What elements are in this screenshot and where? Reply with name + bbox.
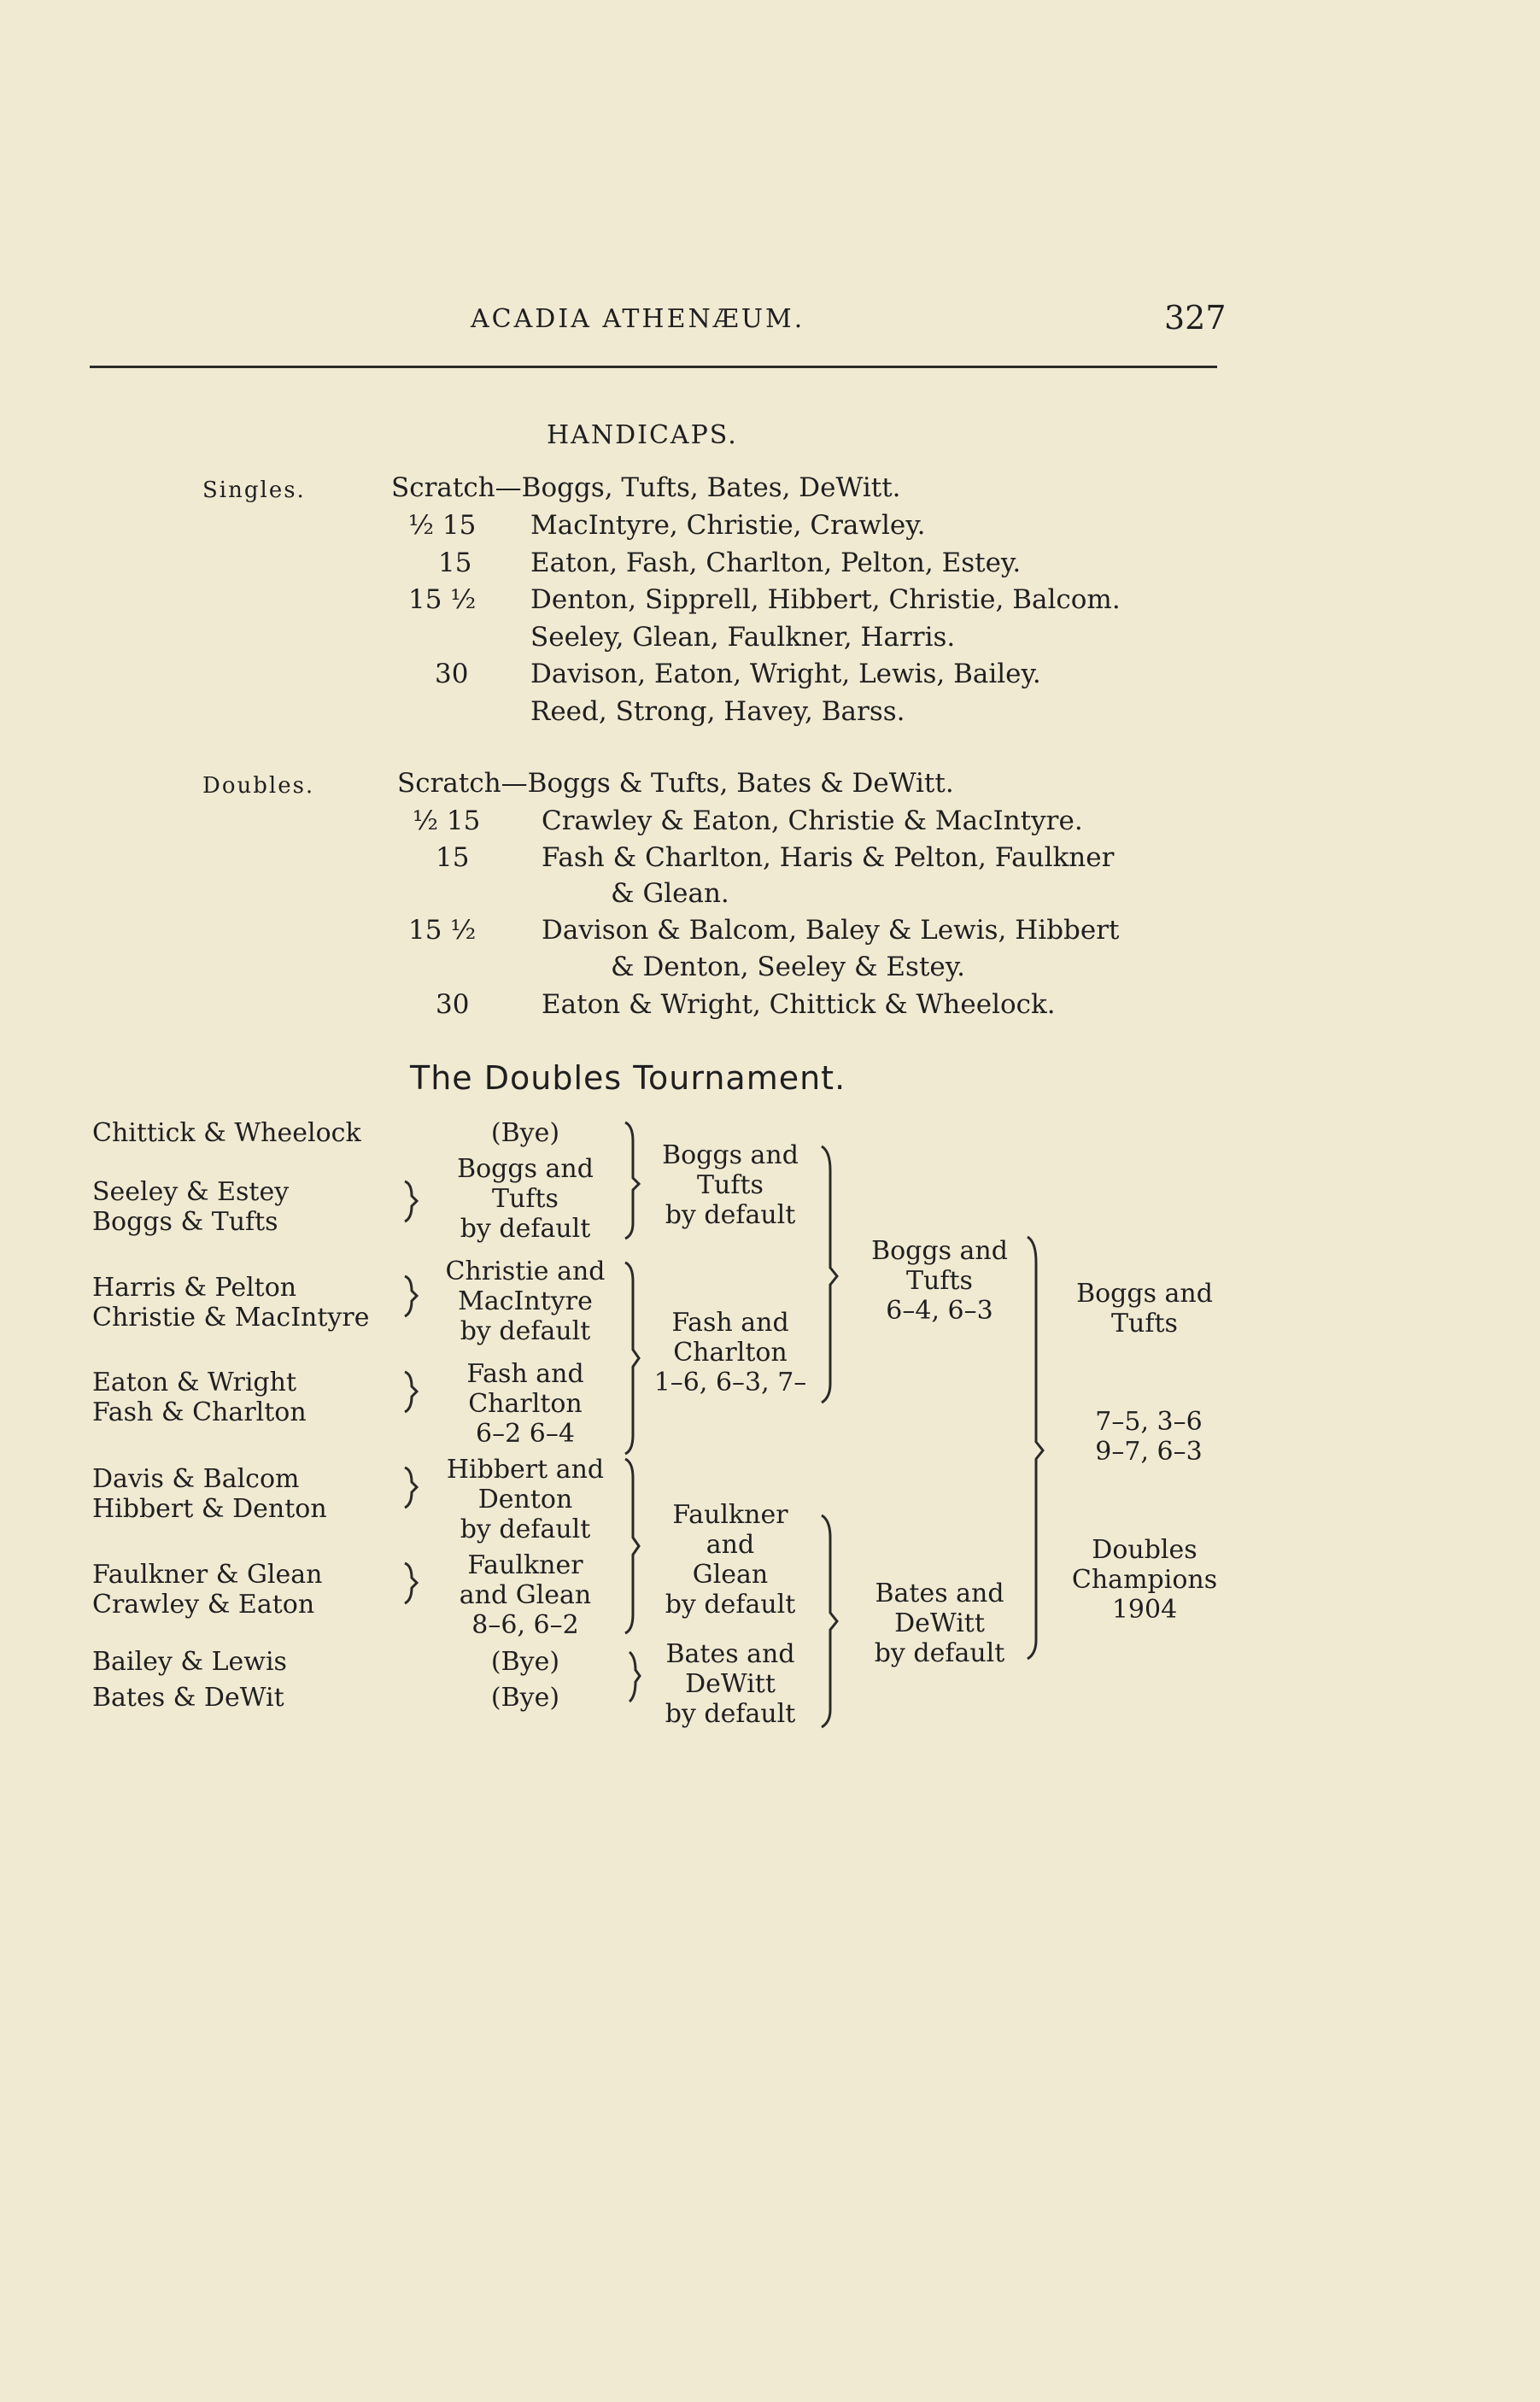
round1-brace <box>625 1122 639 1239</box>
doubles-players: Davison & Balcom, Baley & Lewis, Hibbert <box>542 915 1120 946</box>
entry-team: Bailey & Lewis <box>92 1647 287 1677</box>
entry-team: Hibbert & Denton <box>92 1494 327 1524</box>
entry-team: Crawley & Eaton <box>92 1590 315 1620</box>
singles-players: Reed, Strong, Havey, Barss. <box>530 696 905 727</box>
round1-result: Hibbert and Denton by default <box>446 1455 605 1544</box>
pair-brace <box>405 1181 417 1222</box>
singles-handicap: 15 <box>438 548 472 578</box>
round1-result: Fash and Charlton 6–2 6–4 <box>466 1359 584 1449</box>
round1-result: Boggs and Tufts by default <box>457 1154 594 1244</box>
singles-handicap: 15 ½ <box>408 584 477 615</box>
round2-result: Bates and DeWitt by default <box>665 1639 796 1729</box>
round2-result: Boggs and Tufts by default <box>662 1140 799 1230</box>
pair-brace <box>405 1372 417 1412</box>
round1-brace <box>629 1652 640 1702</box>
doubles-handicap: 15 <box>436 842 470 873</box>
doubles-players: & Glean. <box>611 878 729 909</box>
round2-brace <box>822 1146 837 1403</box>
doubles-players: & Denton, Seeley & Estey. <box>611 952 966 982</box>
pair-brace <box>405 1563 417 1603</box>
round2-brace <box>822 1515 837 1727</box>
round3-result: Boggs and Tufts 6–4, 6–3 <box>871 1236 1008 1326</box>
singles-label: Singles. <box>202 477 306 503</box>
tournament-title: The Doubles Tournament. <box>410 1059 846 1097</box>
round1-result: Faulkner and Glean 8–6, 6–2 <box>459 1550 592 1640</box>
doubles-label: Doubles. <box>202 773 315 799</box>
round1-result: Christie and MacIntyre by default <box>445 1257 606 1346</box>
entry-team: Seeley & Estey <box>92 1177 290 1207</box>
doubles-handicap: 15 ½ <box>408 915 477 946</box>
doubles-row-scratch: Scratch—Boggs & Tufts, Bates & DeWitt. <box>397 768 954 799</box>
pair-brace <box>405 1468 417 1508</box>
entry-team: Eaton & Wright <box>92 1368 297 1397</box>
page-number: 327 <box>1164 299 1227 337</box>
singles-players: Davison, Eaton, Wright, Lewis, Bailey. <box>530 659 1041 689</box>
champions-caption: Doubles Champions 1904 <box>1071 1535 1218 1625</box>
doubles-players: Fash & Charlton, Haris & Pelton, Faulkner <box>542 842 1115 873</box>
round3-result: Bates and DeWitt by default <box>874 1579 1005 1668</box>
entry-team: Faulkner & Glean <box>92 1560 323 1590</box>
pair-brace <box>405 1276 417 1316</box>
singles-players: Denton, Sipprell, Hibbert, Christie, Balcom. <box>530 584 1121 615</box>
singles-handicap: ½ 15 <box>408 510 477 541</box>
round1-brace <box>625 1459 639 1633</box>
running-title: ACADIA ATHENÆUM. <box>471 304 805 334</box>
singles-players: MacIntyre, Christie, Crawley. <box>530 510 926 541</box>
singles-handicap: 30 <box>435 659 469 689</box>
doubles-players: Eaton & Wright, Chittick & Wheelock. <box>542 989 1056 1020</box>
singles-row-scratch: Scratch—Boggs, Tufts, Bates, DeWitt. <box>391 472 901 503</box>
round1-result: (Bye) <box>490 1118 560 1148</box>
final-winner: Boggs and Tufts <box>1076 1279 1213 1339</box>
entry-team: Christie & MacIntyre <box>92 1303 370 1333</box>
round2-result: Fash and Charlton 1–6, 6–3, 7– <box>653 1308 807 1397</box>
entry-team: Chittick & Wheelock <box>92 1118 361 1148</box>
entry-team: Boggs & Tufts <box>92 1207 278 1237</box>
entry-team: Bates & DeWit <box>92 1683 284 1713</box>
final-score: 7–5, 3–6 9–7, 6–3 <box>1095 1407 1203 1467</box>
singles-players: Eaton, Fash, Charlton, Pelton, Estey. <box>530 548 1022 578</box>
entry-team: Fash & Charlton <box>92 1397 307 1427</box>
singles-players: Seeley, Glean, Faulkner, Harris. <box>530 622 956 653</box>
doubles-handicap: 30 <box>436 989 470 1020</box>
entry-team: Harris & Pelton <box>92 1273 297 1303</box>
round1-result: (Bye) <box>490 1683 560 1713</box>
handicaps-title: HANDICAPS. <box>547 420 738 450</box>
round3-brace <box>1028 1237 1043 1659</box>
round2-result: Faulkner and Glean by default <box>665 1500 796 1620</box>
round1-result: (Bye) <box>490 1647 560 1677</box>
doubles-handicap: ½ 15 <box>413 806 481 836</box>
round1-brace <box>625 1263 639 1454</box>
doubles-players: Crawley & Eaton, Christie & MacIntyre. <box>542 806 1083 836</box>
entry-team: Davis & Balcom <box>92 1464 300 1494</box>
